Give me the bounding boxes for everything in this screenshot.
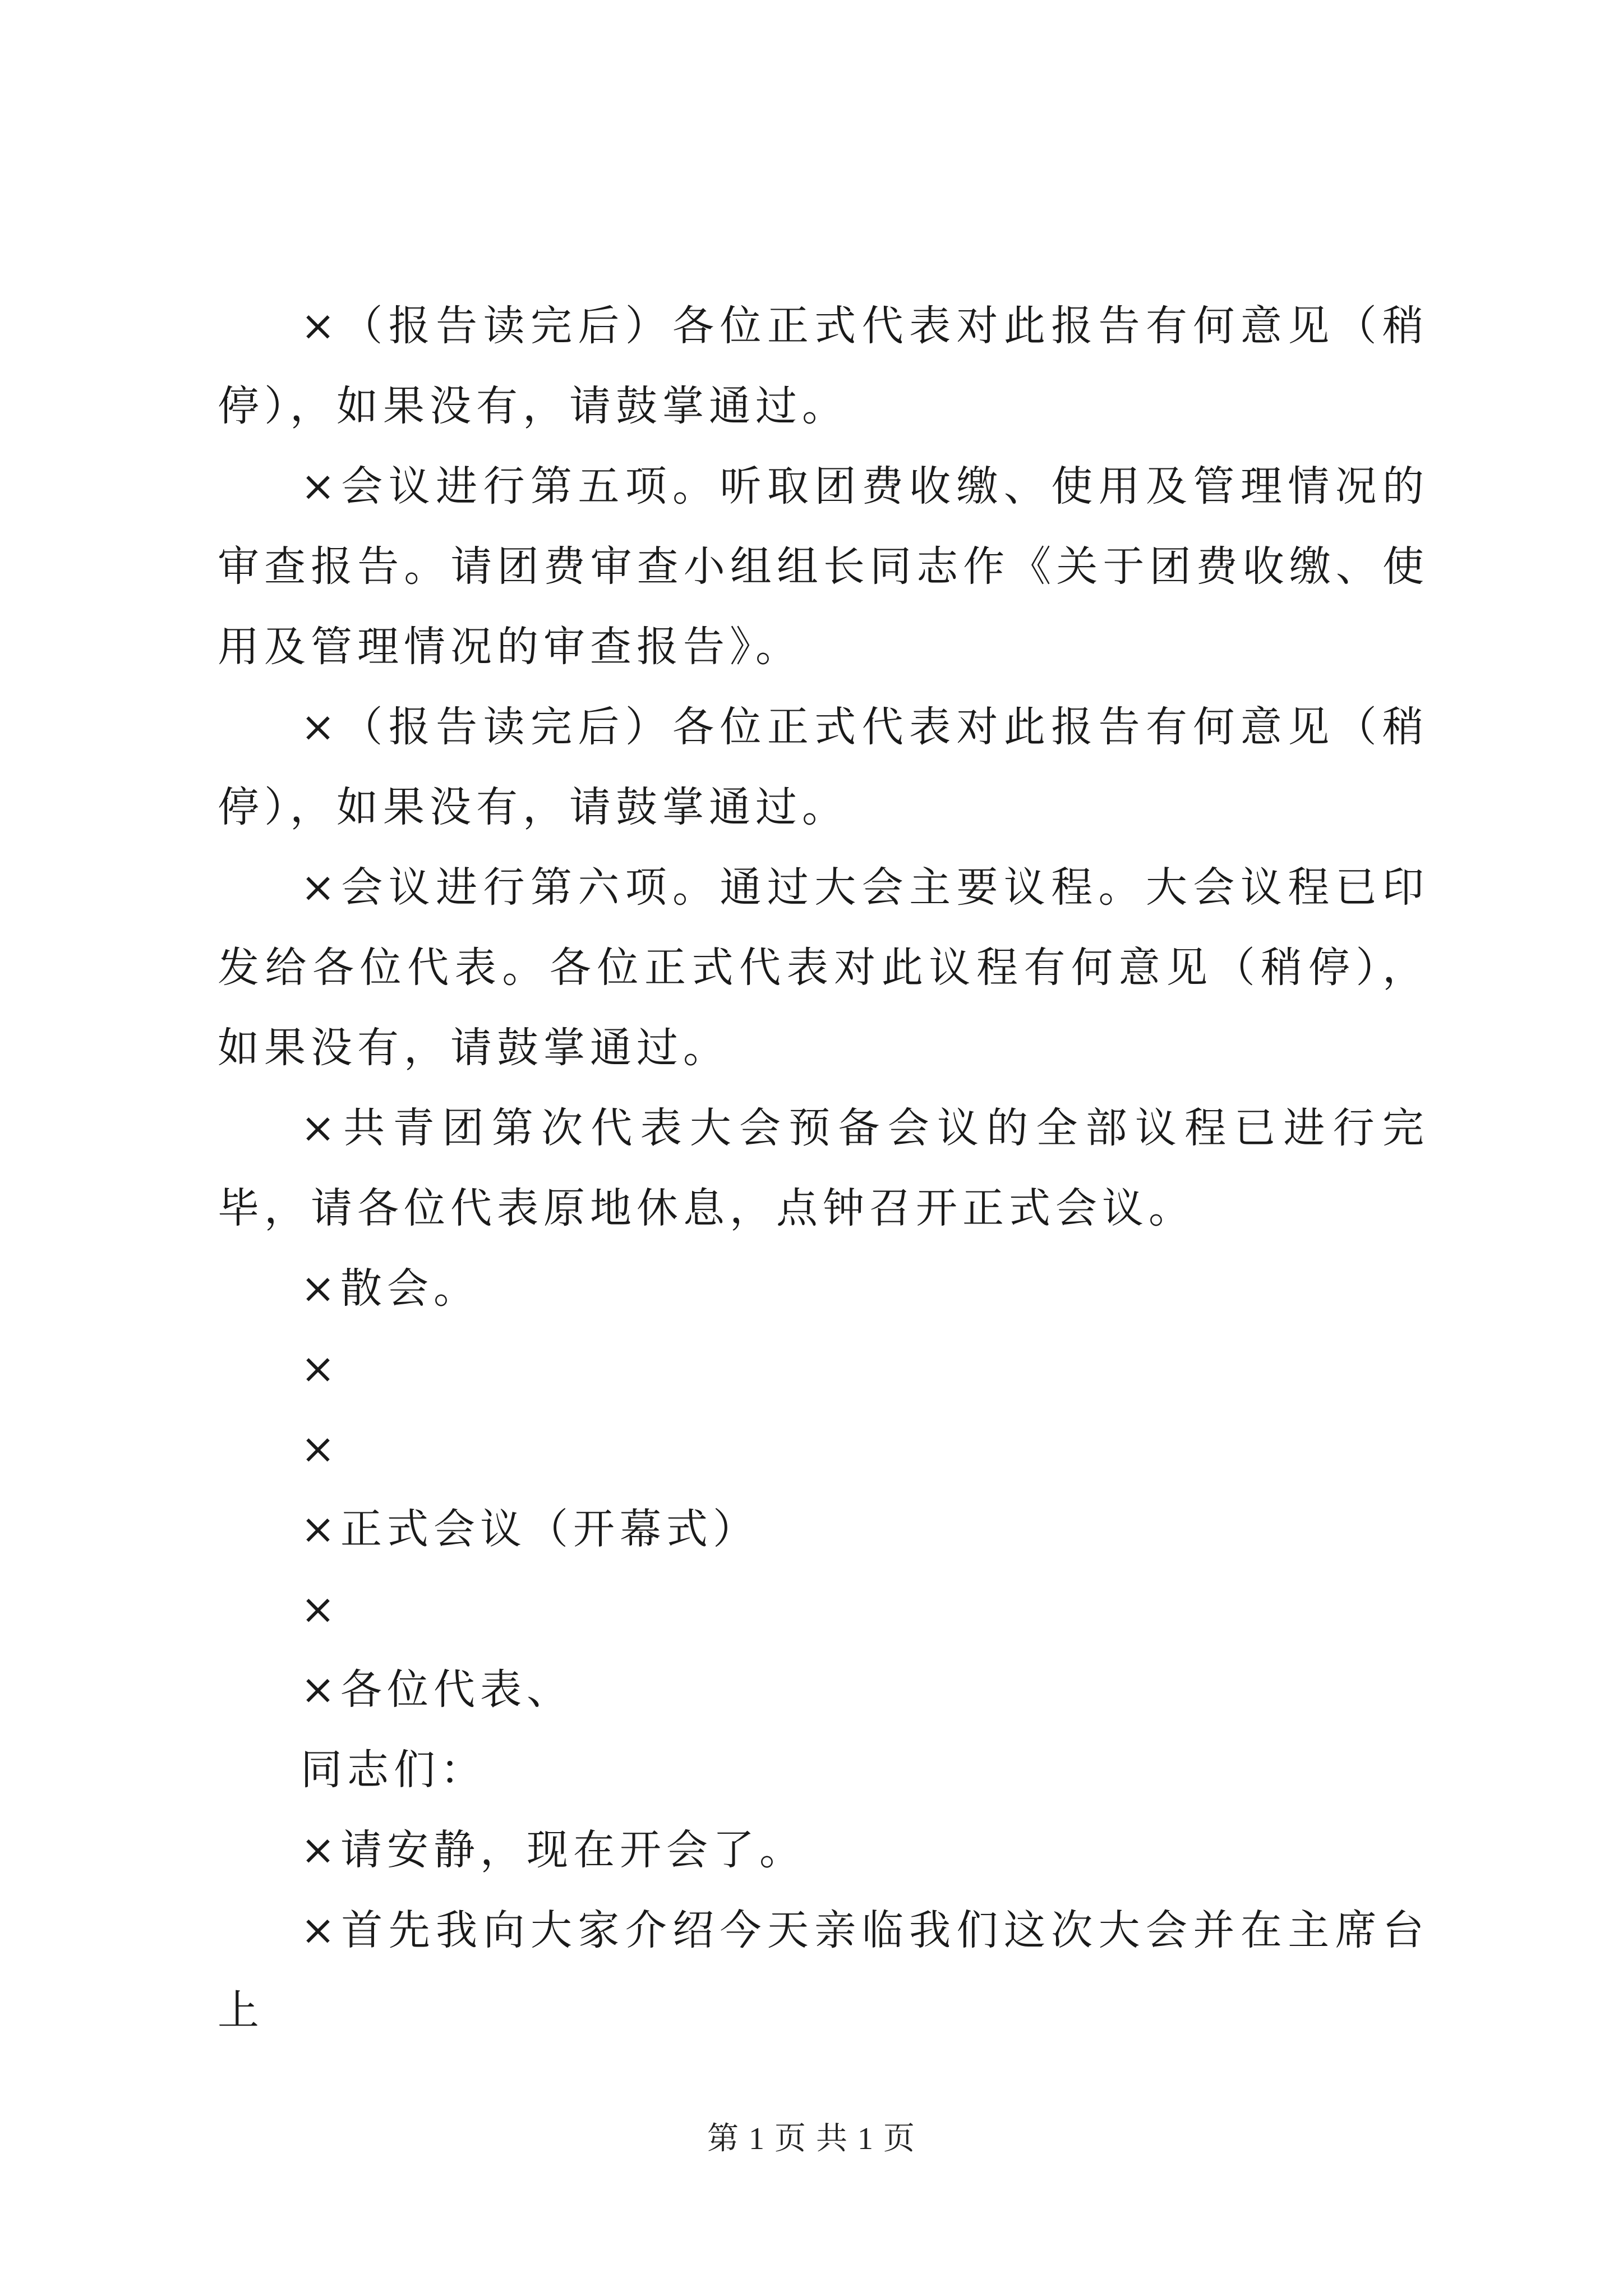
paragraph: ×散会。 [301, 1264, 481, 1313]
document-body [218, 286, 1429, 2051]
paragraph: × [301, 1585, 341, 1634]
paragraph: × [301, 1425, 341, 1473]
paragraph: ×会议进行第六项。通过大会主要议程。大会议程已印发给各位代表。各位正式代表对此议程有何意见（稍停），如果没有，请鼓掌通过。 [218, 863, 1429, 1072]
paragraph: × [301, 1345, 341, 1393]
paragraph: ×请安静，现在开会了。 [301, 1826, 806, 1874]
paragraph: ×首先我向大家介绍今天亲临我们这次大会并在主席台上 [218, 1906, 1429, 2035]
paragraph: ×正式会议（开幕式） [301, 1505, 760, 1553]
paragraph: 同志们： [301, 1746, 487, 1794]
paragraph: ×（报告读完后）各位正式代表对此报告有何意见（稍停），如果没有，请鼓掌通过。 [218, 302, 1429, 430]
paragraph: ×（报告读完后）各位正式代表对此报告有何意见（稍停），如果没有，请鼓掌通过。 [218, 703, 1429, 831]
page-footer: 第 1 页 共 1 页 [707, 2122, 916, 2156]
paragraph: ×会议进行第五项。听取团费收缴、使用及管理情况的审查报告。请团费审查小组组长同志作《关于团费收缴、使用及管理情况的审查报告》。 [218, 462, 1429, 671]
paragraph: ×各位代表、 [301, 1665, 574, 1714]
paragraph: ×共青团第次代表大会预备会议的全部议程已进行完毕，请各位代表原地休息，点钟召开正式会议。 [218, 1104, 1429, 1232]
